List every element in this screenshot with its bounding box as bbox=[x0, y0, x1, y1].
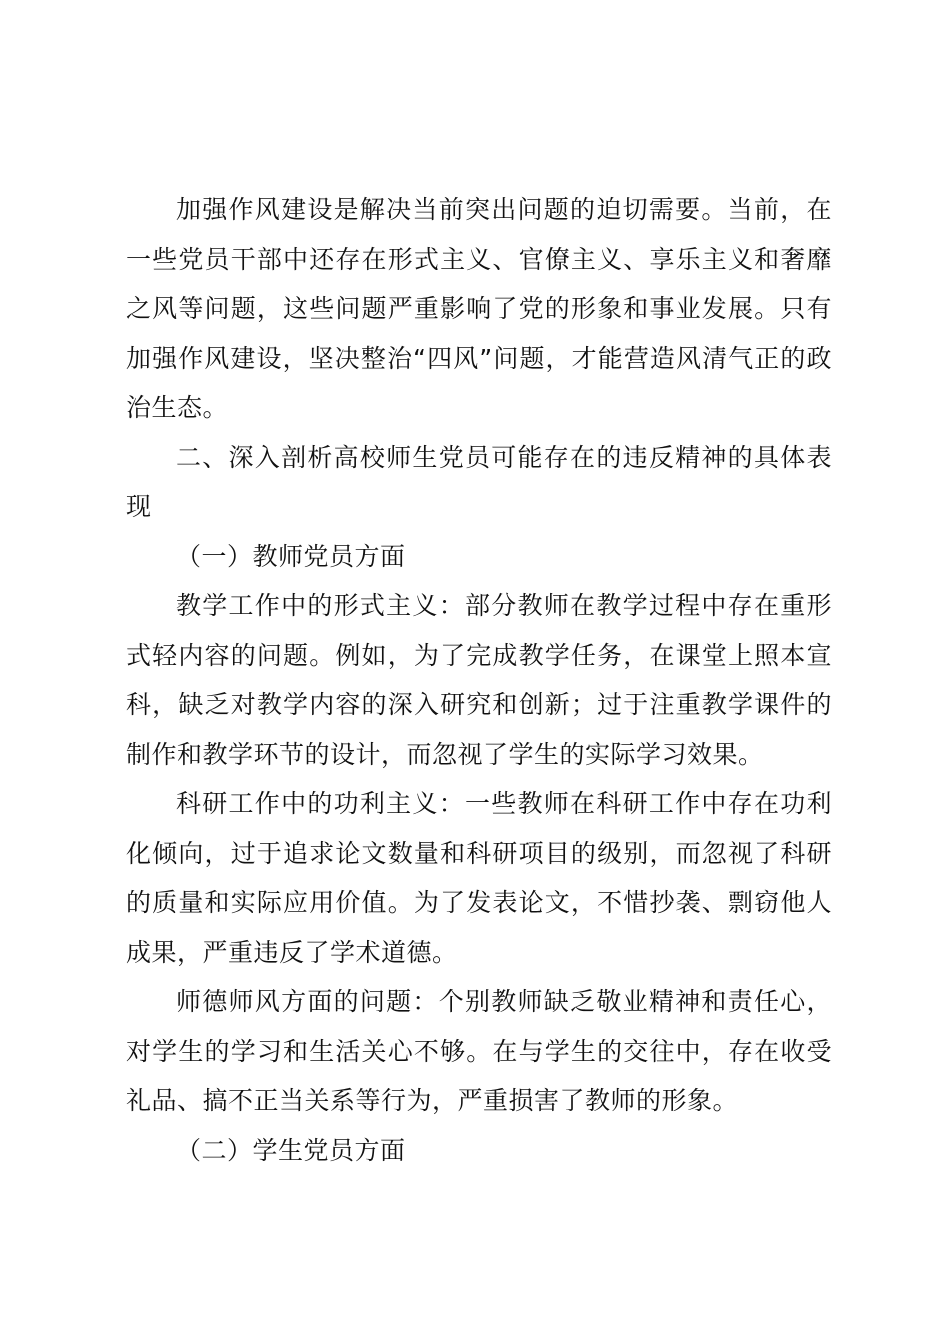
paragraph-work-style: 加强作风建设是解决当前突出问题的迫切需要。当前，在一些党员干部中还存在形式主义、官僚主义、享乐主义和奢靡之风等问题，这些问题严重影响了党的形象和事业发展。只有加强作风建设，坚决整治“四风”问题，才能营造风清气正的政治生态。 bbox=[126, 195, 832, 422]
section-heading-two: 二、深入剖析高校师生党员可能存在的违反精神的具体表现 bbox=[126, 442, 832, 521]
subsection-heading-teachers: （一）教师党员方面 bbox=[176, 541, 406, 571]
paragraph-research-utilitarianism: 科研工作中的功利主义：一些教师在科研工作中存在功利化倾向，过于追求论文数量和科研项目的级别，而忽视了科研的质量和实际应用价值。为了发表论文，不惜抄袭、剽窃他人成果，严重违反了学术道德。 bbox=[126, 789, 832, 967]
paragraph-teacher-ethics: 师德师风方面的问题：个别教师缺乏敬业精神和责任心，对学生的学习和生活关心不够。在与学生的交往中，存在收受礼品、搞不正当关系等行为，严重损害了教师的形象。 bbox=[126, 987, 832, 1115]
subsection-heading-students: （二）学生党员方面 bbox=[176, 1135, 406, 1165]
document-body bbox=[126, 185, 832, 1175]
paragraph-teaching-formalism: 教学工作中的形式主义：部分教师在教学过程中存在重形式轻内容的问题。例如，为了完成教学任务，在课堂上照本宣科，缺乏对教学内容的深入研究和创新；过于注重教学课件的制作和教学环节的设计，而忽视了学生的实际学习效果。 bbox=[126, 591, 832, 769]
